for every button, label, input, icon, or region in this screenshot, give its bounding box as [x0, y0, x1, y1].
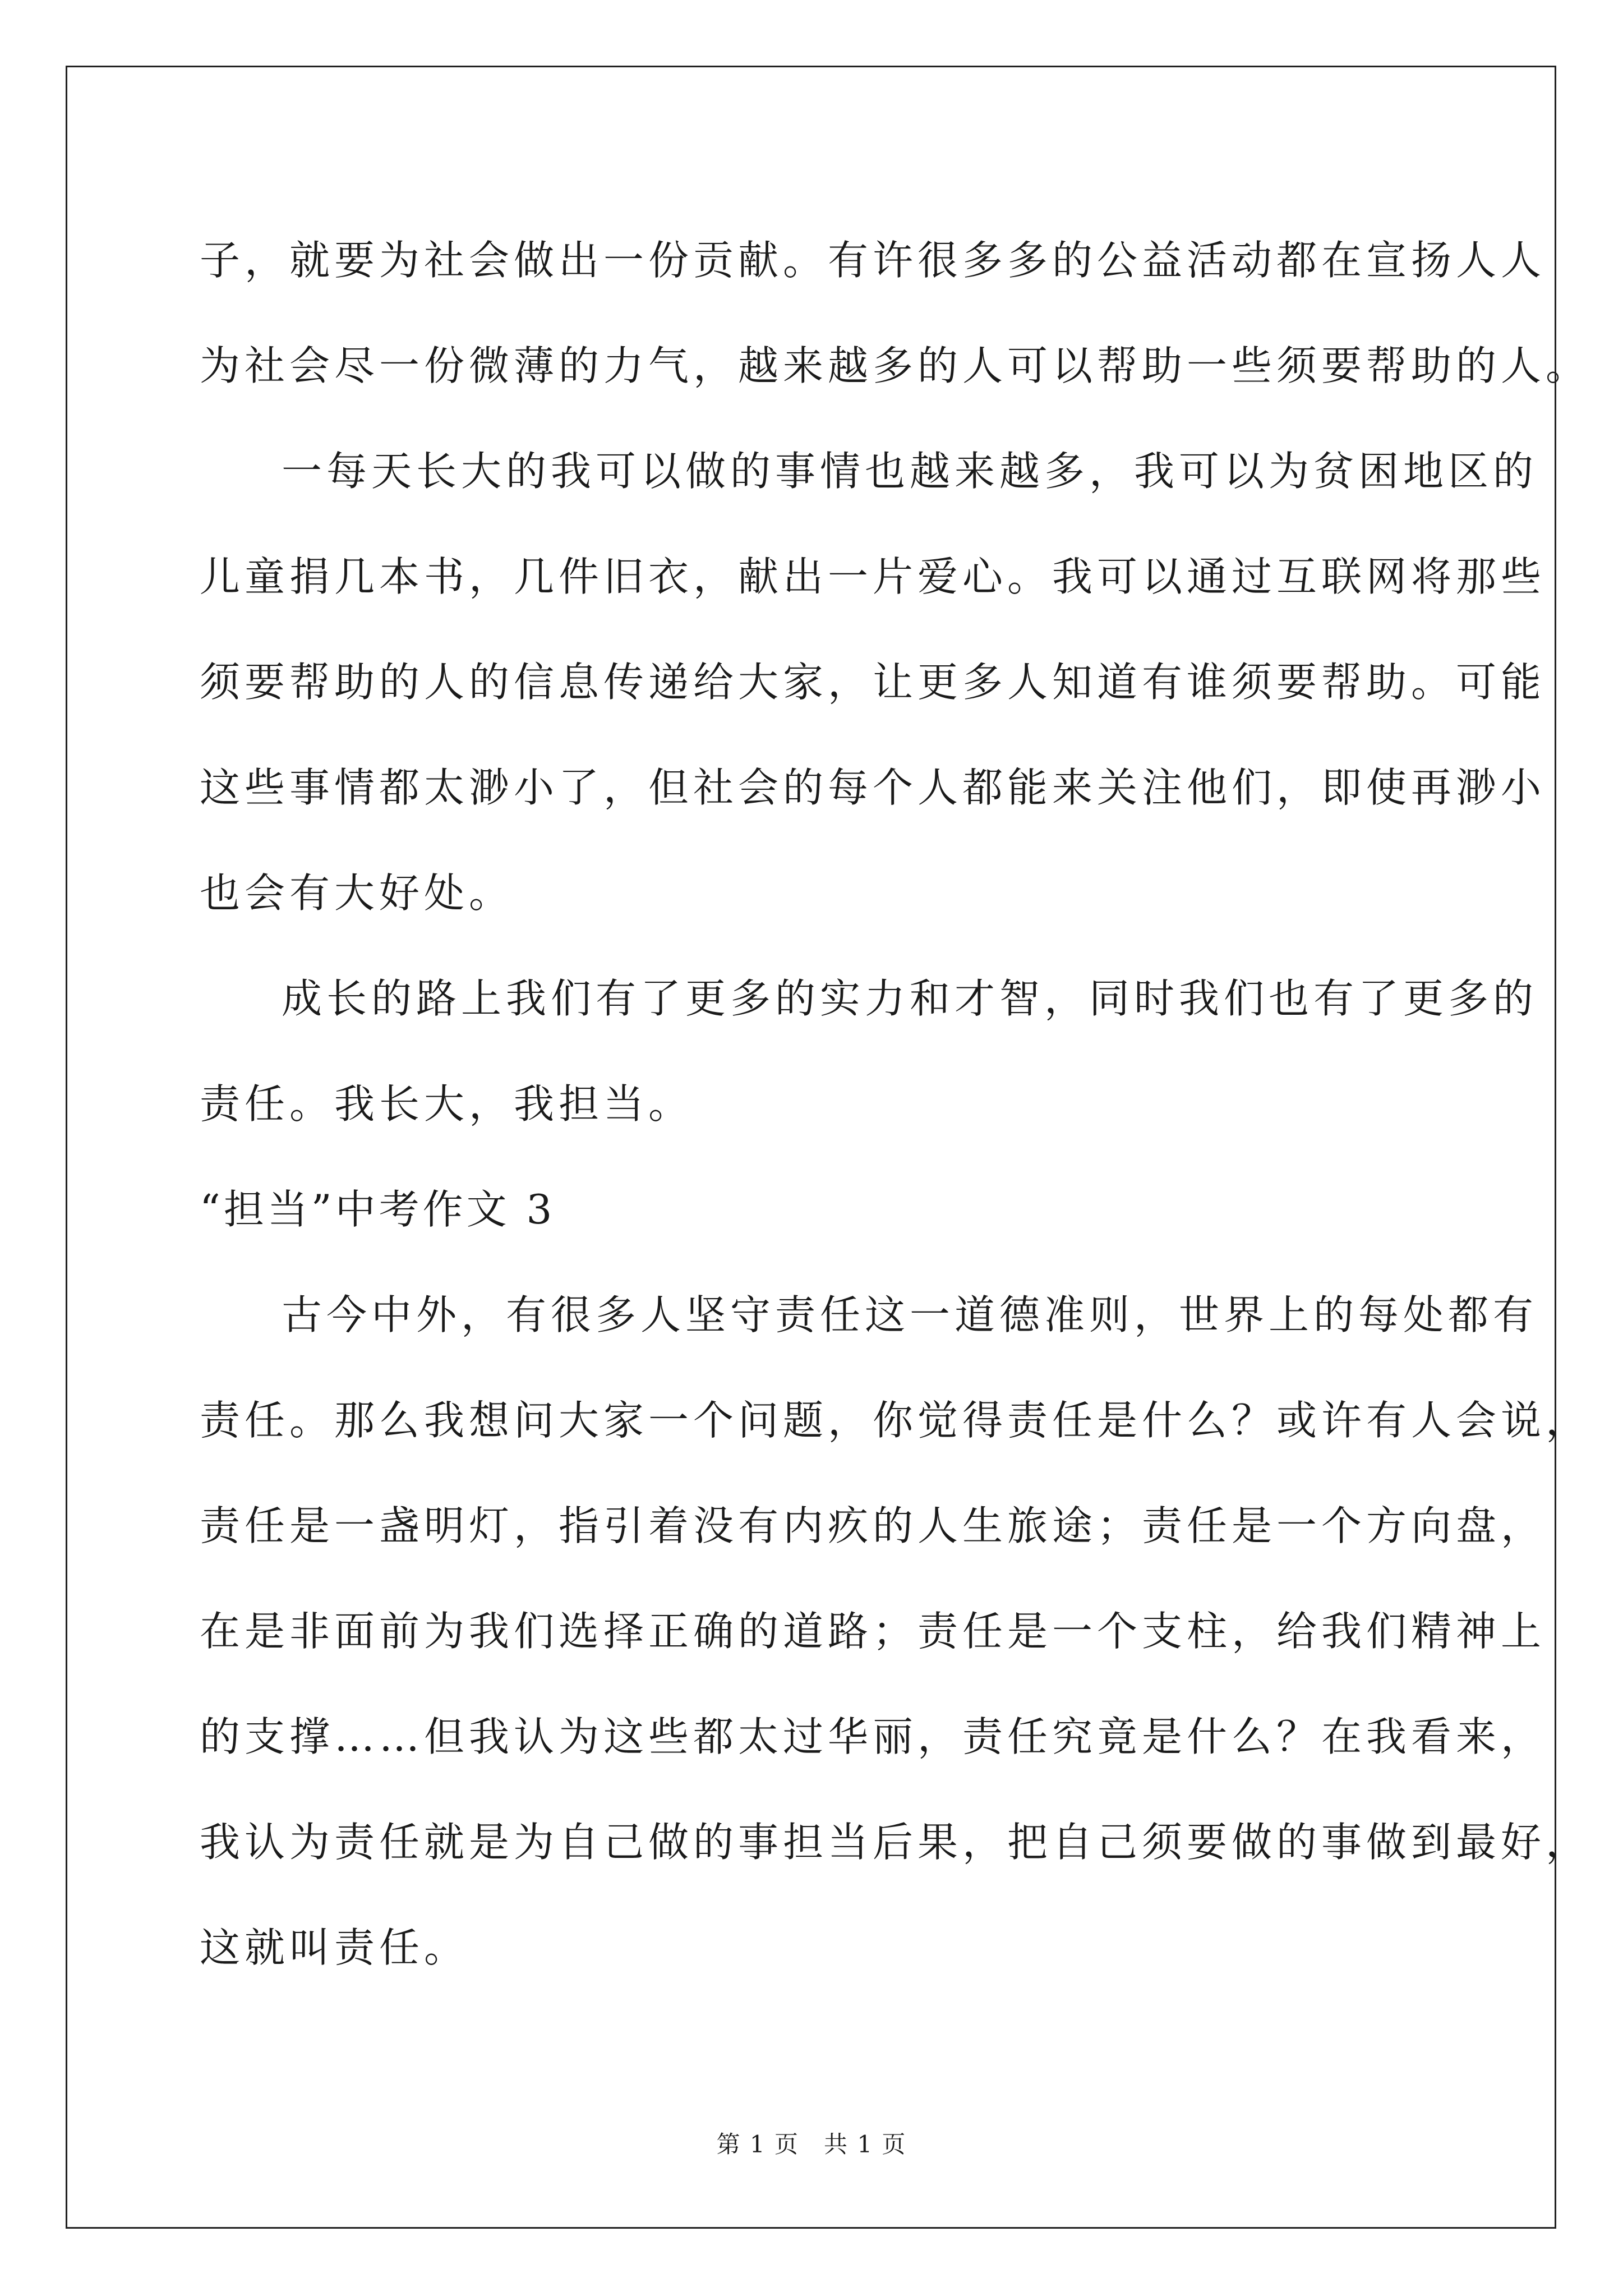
text-line-16: 我认为责任就是为自己做的事担当后果，把自己须要做的事做到最好， — [200, 1819, 1591, 1866]
document-body — [200, 208, 1591, 2000]
text-line-7: 也会有大好处。 — [200, 869, 514, 917]
text-line-9: 责任。我长大，我担当。 — [200, 1080, 694, 1128]
text-line-12: 责任。那么我想问大家一个问题，你觉得责任是什么？或许有人会说， — [200, 1397, 1591, 1444]
text-line-11: 古今中外，有很多人坚守责任这一道德准则，世界上的每处都有 — [282, 1291, 1538, 1338]
text-line-17: 这就叫责任。 — [200, 1924, 469, 1971]
text-line-4: 儿童捐几本书，几件旧衣，献出一片爱心。我可以通过互联网将那些 — [200, 553, 1546, 600]
text-line-6: 这些事情都太渺小了，但社会的每个人都能来关注他们，即使再渺小 — [200, 764, 1546, 811]
text-line-1: 子，就要为社会做出一份贡献。有许很多多的公益活动都在宣扬人人 — [200, 237, 1546, 284]
text-line-8: 成长的路上我们有了更多的实力和才智，同时我们也有了更多的 — [282, 975, 1538, 1022]
page-number-footer: 第 1 页 共 1 页 — [716, 2131, 907, 2158]
text-line-2: 为社会尽一份微薄的力气，越来越多的人可以帮助一些须要帮助的人。 — [200, 342, 1591, 389]
text-line-14: 在是非面前为我们选择正确的道路；责任是一个支柱，给我们精神上 — [200, 1608, 1546, 1655]
text-line-5: 须要帮助的人的信息传递给大家，让更多人知道有谁须要帮助。可能 — [200, 659, 1546, 706]
text-line-3: 一每天长大的我可以做的事情也越来越多，我可以为贫困地区的 — [282, 448, 1538, 495]
text-line-13: 责任是一盏明灯，指引着没有内疚的人生旅途；责任是一个方向盘， — [200, 1502, 1546, 1549]
text-line-15: 的支撑……但我认为这些都太过华丽，责任究竟是什么？在我看来， — [200, 1713, 1546, 1760]
section-heading: “担当”中考作文 3 — [200, 1186, 556, 1233]
